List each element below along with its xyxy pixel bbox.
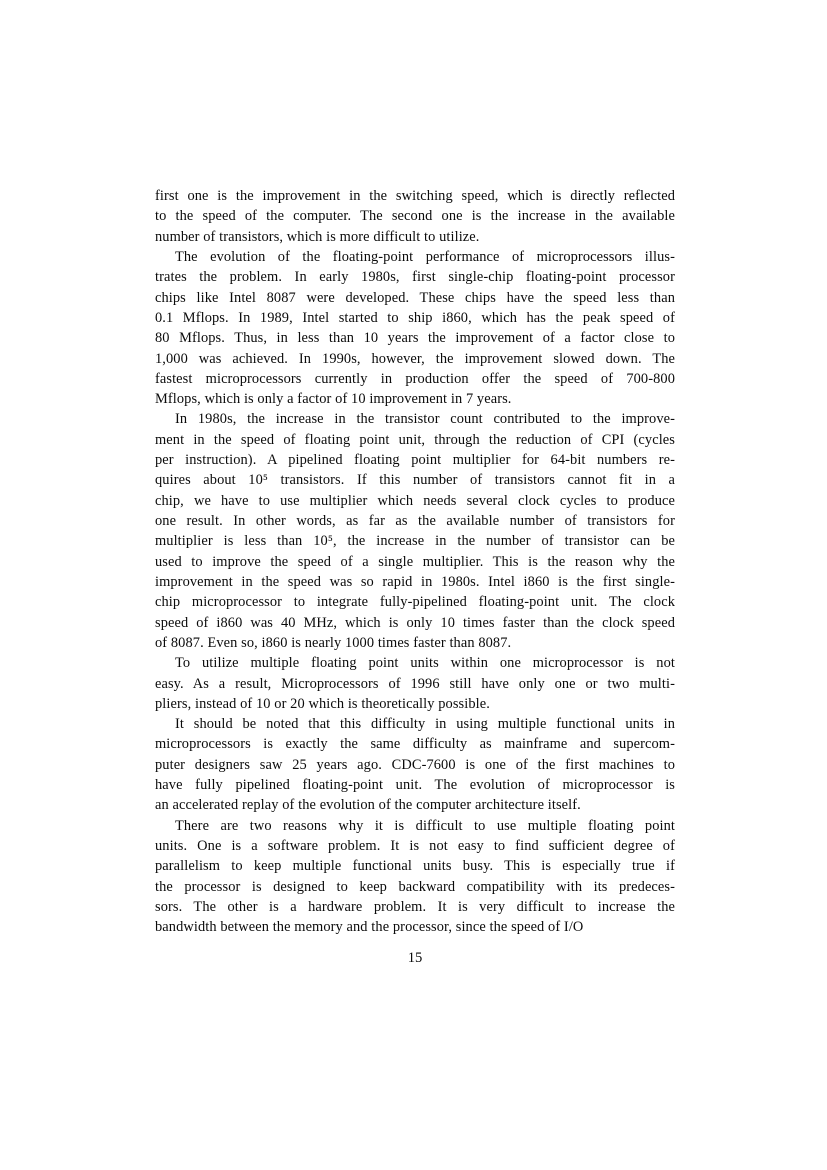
text-line: fastest microprocessors currently in production offer the speed of 700-800: [155, 370, 675, 387]
text-line: of 8087. Even so, i860 is nearly 1000 times faster than 8087.: [155, 634, 512, 651]
text-line: sors. The other is a hardware problem. It is very difficult to increase the: [155, 898, 675, 915]
text-line: bandwidth between the memory and the processor, since the speed of I/O: [155, 919, 584, 936]
text-line: used to improve the speed of a single multiplier. This is the reason why the: [155, 553, 675, 570]
text-line: Mflops, which is only a factor of 10 improvement in 7 years.: [155, 391, 512, 408]
text-line: microprocessors is exactly the same difficulty as mainframe and supercom-: [155, 736, 675, 753]
text-line: In 1980s, the increase in the transistor count contributed to the improve-: [175, 411, 675, 428]
text-line: an accelerated replay of the evolution of the computer architecture itself.: [155, 797, 581, 814]
text-line: chip microprocessor to integrate fully-pipelined floating-point unit. The clock: [155, 594, 675, 611]
text-line: speed of i860 was 40 MHz, which is only 10 times faster than the clock speed: [155, 614, 675, 631]
text-line: ment in the speed of floating point unit, through the reduction of CPI (cycles: [155, 431, 675, 448]
text-line: chip, we have to use multiplier which needs several clock cycles to produce: [155, 492, 675, 509]
body-text: [155, 186, 675, 938]
text-line: one result. In other words, as far as the available number of transistors for: [155, 513, 675, 529]
text-line: the processor is designed to keep backward compatibility with its predeces-: [155, 878, 675, 895]
text-line: It should be noted that this difficulty in using multiple functional units in: [175, 716, 675, 733]
text-line: 1,000 was achieved. In 1990s, however, the improvement slowed down. The: [155, 350, 675, 367]
text-line: parallelism to keep multiple functional units busy. This is especially true if: [155, 858, 675, 875]
text-line: There are two reasons why it is difficult to use multiple floating point: [175, 817, 675, 834]
text-line: first one is the improvement in the switching speed, which is directly reflected: [155, 188, 675, 204]
text-line: pliers, instead of 10 or 20 which is theoretically possible.: [155, 695, 490, 712]
text-line: The evolution of the floating-point performance of microprocessors illus-: [175, 248, 675, 265]
text-line: chips like Intel 8087 were developed. These chips have the speed less than: [155, 289, 675, 306]
text-line: have fully pipelined floating-point unit. The evolution of microprocessor is: [155, 777, 675, 794]
text-line: multiplier is less than 10⁵, the increase in the number of transistor can be: [155, 533, 675, 550]
text-line: trates the problem. In early 1980s, first single-chip floating-point processor: [155, 269, 675, 286]
text-line: units. One is a software problem. It is not easy to find sufficient degree of: [155, 838, 675, 854]
text-line: improvement in the speed was so rapid in 1980s. Intel i860 is the first single-: [155, 573, 675, 590]
page-number: 15: [407, 950, 423, 966]
text-line: per instruction). A pipelined floating point multiplier for 64-bit numbers re-: [155, 452, 675, 469]
text-line: 0.1 Mflops. In 1989, Intel started to ship i860, which has the peak speed of: [155, 309, 675, 326]
text-line: easy. As a result, Microprocessors of 1996 still have only one or two multi-: [155, 675, 675, 692]
text-line: To utilize multiple floating point units within one microprocessor is not: [175, 655, 675, 672]
text-line: quires about 10⁵ transistors. If this number of transistors cannot fit in a: [155, 472, 675, 489]
text-line: number of transistors, which is more difficult to utilize.: [155, 228, 480, 245]
text-line: 80 Mflops. Thus, in less than 10 years the improvement of a factor close to: [155, 330, 675, 347]
text-line: to the speed of the computer. The second one is the increase in the available: [155, 208, 675, 225]
text-line: puter designers saw 25 years ago. CDC-7600 is one of the first machines to: [155, 756, 675, 773]
